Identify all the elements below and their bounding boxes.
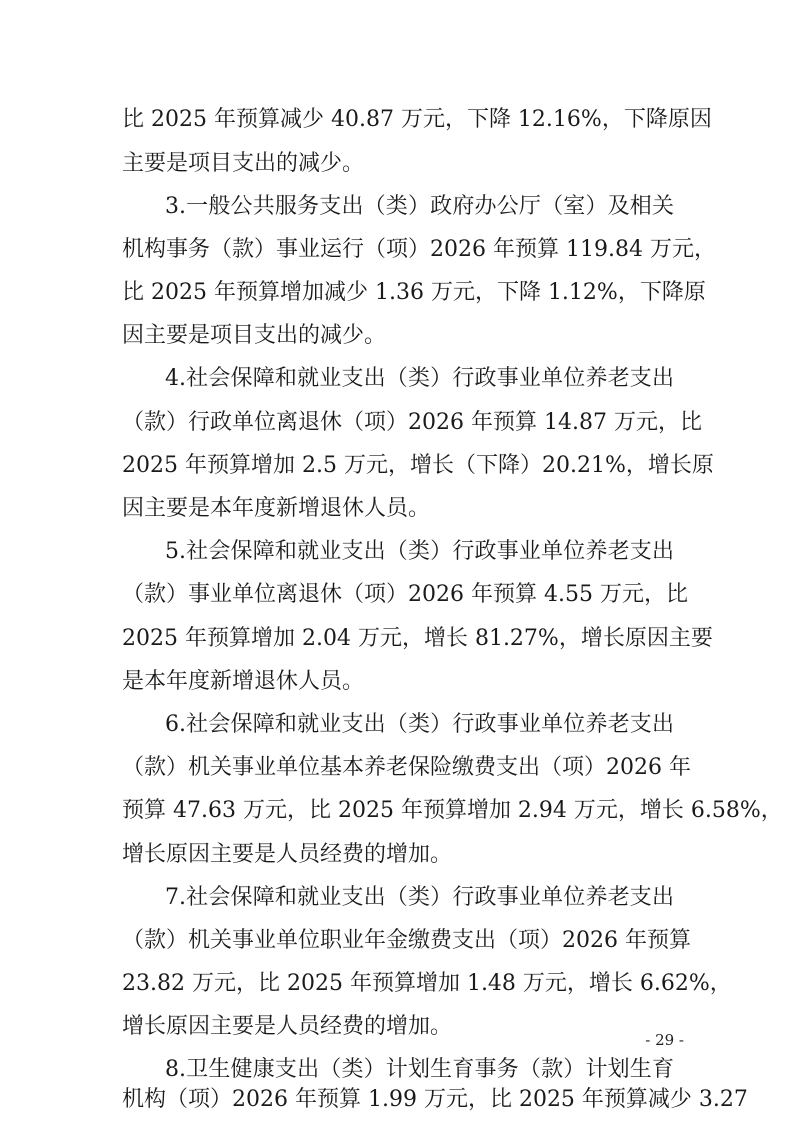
text-line: （款）行政单位离退休（项）2026 年预算 14.87 万元，比 (122, 410, 702, 435)
text-line: 比 2025 年预算增加减少 1.36 万元，下降 1.12%，下降原 (122, 280, 706, 305)
text-line: 主要是项目支出的减少。 (122, 151, 365, 176)
text-line: 增长原因主要是人员经费的增加。 (122, 842, 453, 867)
text-line: 机构（项）2026 年预算 1.99 万元，比 2025 年预算减少 3.27 (122, 1087, 748, 1112)
text-line: 23.82 万元，比 2025 年预算增加 1.48 万元，增长 6.62%， (122, 971, 732, 996)
text-line: 因主要是项目支出的减少。 (122, 323, 387, 348)
text-line: 机构事务（款）事业运行（项）2026 年预算 119.84 万元， (122, 237, 716, 262)
text-line: 2025 年预算增加 2.5 万元，增长（下降）20.21%，增长原 (122, 453, 714, 478)
text-line: 5.社会保障和就业支出（类）行政事业单位养老支出 (165, 539, 674, 564)
text-line: 4.社会保障和就业支出（类）行政事业单位养老支出 (165, 366, 674, 391)
text-line: （款）机关事业单位基本养老保险缴费支出（项）2026 年 (122, 755, 691, 780)
text-line: 增长原因主要是人员经费的增加。 (122, 1014, 453, 1039)
text-line: 因主要是本年度新增退休人员。 (122, 496, 431, 521)
page-number: - 29 - (645, 1031, 684, 1049)
text-line: 7.社会保障和就业支出（类）行政事业单位养老支出 (165, 885, 674, 910)
text-line: 比 2025 年预算减少 40.87 万元，下降 12.16%，下降原因 (122, 107, 712, 132)
text-line: 6.社会保障和就业支出（类）行政事业单位养老支出 (165, 712, 674, 737)
text-line: 2025 年预算增加 2.04 万元，增长 81.27%，增长原因主要 (122, 626, 713, 651)
text-line: 3.一般公共服务支出（类）政府办公厅（室）及相关 (165, 194, 674, 219)
text-line: 8.卫生健康支出（类）计划生育事务（款）计划生育 (165, 1057, 674, 1082)
text-line: 是本年度新增退休人员。 (122, 669, 365, 694)
text-line: （款）事业单位离退休（项）2026 年预算 4.55 万元，比 (122, 582, 688, 607)
text-line: （款）机关事业单位职业年金缴费支出（项）2026 年预算 (122, 928, 691, 953)
text-line: 预算 47.63 万元，比 2025 年预算增加 2.94 万元，增长 6.58%， (122, 798, 783, 823)
